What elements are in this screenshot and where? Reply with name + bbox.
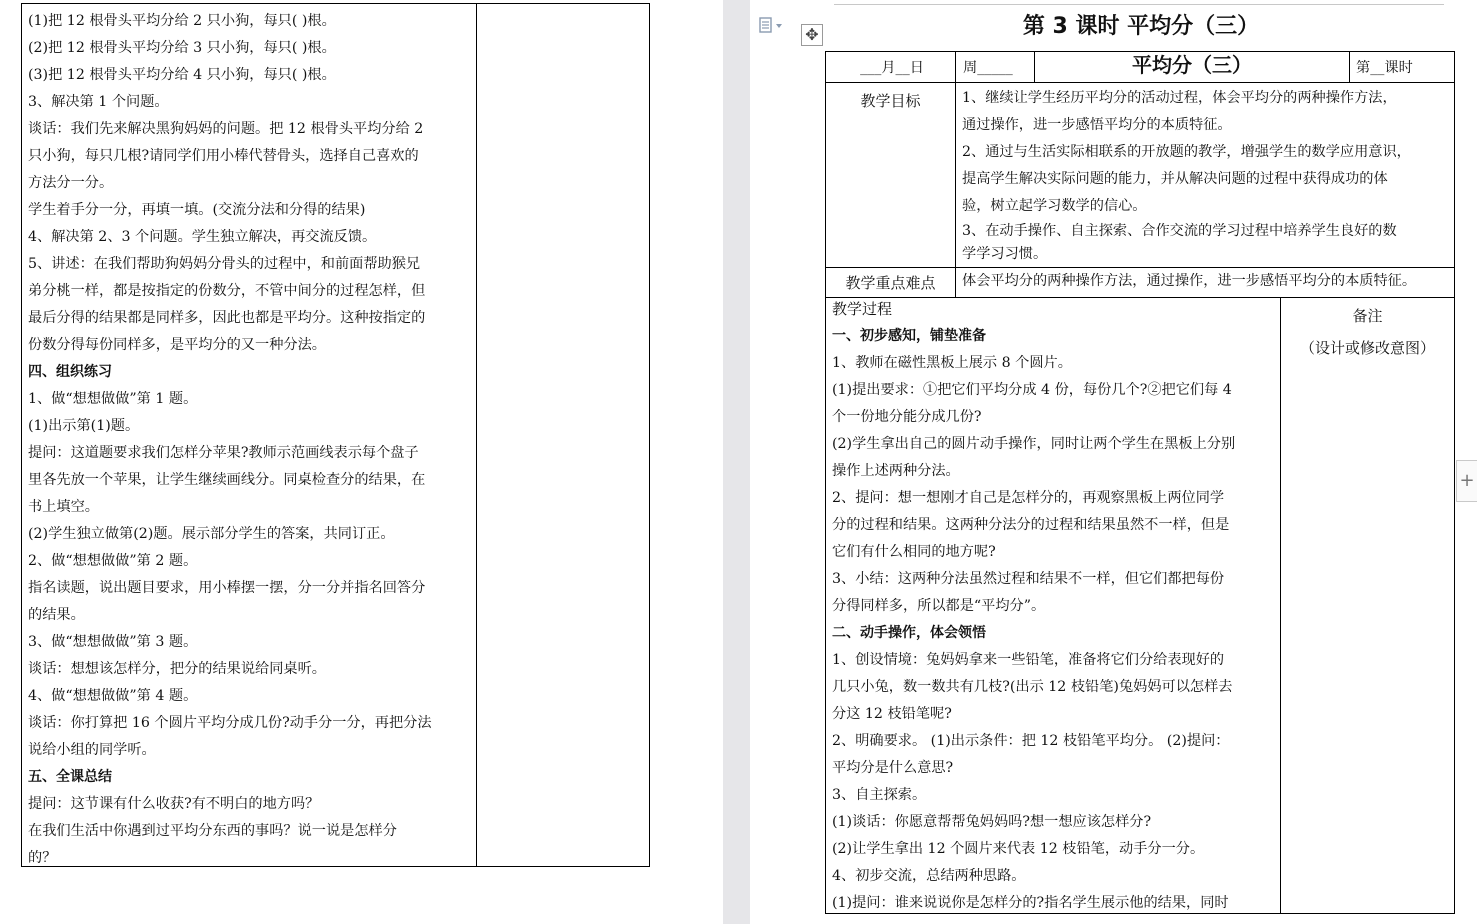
text-line: 谈话：你打算把 16 个圆片平均分成几份?动手分一分，再把分法	[28, 715, 432, 731]
text-line: 它们有什么相同的地方呢?	[832, 544, 996, 560]
objective-line: 1、继续让学生经历平均分的活动过程，体会平均分的两种操作方法，	[962, 90, 1397, 106]
objective-line: 学学习习惯。	[962, 246, 1048, 262]
text-line: 在我们生活中你遇到过平均分东西的事吗？说一说是怎样分	[28, 823, 397, 839]
notes-divider	[1280, 297, 1281, 914]
text-line: 1、创设情境：兔妈妈拿来一些铅笔，准备将它们分给表现好的	[832, 652, 1225, 668]
text-line: 2、做“想想做做”第 2 题。	[28, 553, 198, 569]
document-icon[interactable]	[758, 16, 784, 36]
text-line: (1)把 12 根骨头平均分给 2 只小狗，每只( )根。	[28, 13, 336, 29]
text-line: 分的过程和结果。这两种分法分的过程和结果虽然不一样，但是	[832, 517, 1230, 533]
text-line: 的结果。	[28, 607, 85, 623]
text-line: 4、做“想想做做”第 4 题。	[28, 688, 198, 704]
page-title: 第 3 课时 平均分（三）	[1022, 14, 1260, 39]
add-icon[interactable]: +	[1456, 460, 1477, 502]
period-field: 第__课时	[1356, 60, 1413, 76]
text-line: 书上填空。	[28, 499, 99, 515]
objective-line: 3、在动手操作、自主探索、合作交流的学习过程中培养学生良好的数	[962, 223, 1397, 239]
section-heading: 二、动手操作，体会领悟	[832, 625, 986, 641]
text-line: 谈话：想想该怎样分，把分的结果说给同桌听。	[28, 661, 326, 677]
objective-line: 验，树立起学习数学的信心。	[962, 198, 1147, 214]
text-line: 分得同样多，所以都是“平均分”。	[832, 598, 1046, 614]
section-heading: 四、组织练习	[28, 364, 112, 380]
left-page	[0, 0, 723, 924]
right-lesson-table	[825, 51, 1455, 914]
text-line: 1、做“想想做做”第 1 题。	[28, 391, 198, 407]
text-line: (2)让学生拿出 12 个圆片来代表 12 枝铅笔，动手分一分。	[832, 841, 1205, 857]
text-line: 最后分得的结果都是同样多，因此也都是平均分。这种按指定的	[28, 310, 426, 326]
text-line: 3、解决第 1 个问题。	[28, 94, 169, 110]
page-gutter	[723, 0, 750, 924]
row-divider	[826, 297, 1454, 298]
process-label: 教学过程	[832, 300, 893, 318]
key-points-text: 体会平均分的两种操作方法，通过操作，进一步感悟平均分的本质特征。	[962, 273, 1417, 289]
text-line: 只小狗，每只几根?请同学们用小棒代替骨头，选择自己喜欢的	[28, 148, 419, 164]
text-line: 谈话：我们先来解决黑狗妈妈的问题。把 12 根骨头平均分给 2	[28, 121, 424, 137]
objective-line: 通过操作，进一步感悟平均分的本质特征。	[962, 117, 1232, 133]
text-line: 份数分得每份同样多，是平均分的又一种分法。	[28, 337, 326, 353]
text-line: (2)学生拿出自己的圆片动手操作，同时让两个学生在黑板上分别	[832, 436, 1236, 452]
text-line: 3、小结：这两种分法虽然过程和结果不一样，但它们都把每份	[832, 571, 1225, 587]
key-points-label: 教学重点难点	[845, 274, 936, 292]
text-line: 2、明确要求。 (1)出示条件：把 12 枝铅笔平均分。 (2)提问：	[832, 733, 1230, 749]
section-heading: 五、全课总结	[28, 769, 112, 785]
text-line: 3、做“想想做做”第 3 题。	[28, 634, 198, 650]
text-line: 1、教师在磁性黑板上展示 8 个圆片。	[832, 355, 1072, 371]
text-line: (1)谈话：你愿意帮帮兔妈妈吗?想一想应该怎样分?	[832, 814, 1152, 830]
text-line: (3)把 12 根骨头平均分给 4 只小狗，每只( )根。	[28, 67, 336, 83]
text-line: 4、解决第 2、3 个问题。学生独立解决，再交流反馈。	[28, 229, 377, 245]
text-line: (1)提出要求：①把它们平均分成 4 份，每份几个?②把它们每 4	[832, 382, 1232, 398]
text-line: 方法分一分。	[28, 175, 114, 191]
left-lesson-table	[21, 3, 650, 867]
text-line: (1)出示第(1)题。	[28, 418, 140, 434]
text-line: 学生着手分一分，再填一填。(交流分法和分得的结果)	[28, 202, 366, 218]
text-line: 提问：这道题要求我们怎样分苹果?教师示范画线表示每个盘子	[28, 445, 419, 461]
date-field: ___月__日	[860, 60, 924, 76]
text-line: 指名读题，说出题目要求，用小棒摆一摆，分一分并指名回答分	[28, 580, 426, 596]
left-process-text	[28, 8, 470, 872]
text-line: 说给小组的同学听。	[28, 742, 156, 758]
lesson-title: 平均分（三）	[1132, 53, 1252, 77]
objectives-label: 教学目标	[860, 92, 921, 110]
text-line: 弟分桃一样，都是按指定的份数分，不管中间分的过程怎样，但	[28, 283, 426, 299]
text-line: 分这 12 枝铅笔呢?	[832, 706, 952, 722]
text-line: 提问：这节课有什么收获?有不明白的地方吗？	[28, 796, 320, 812]
text-line: 操作上述两种分法。	[832, 463, 960, 479]
text-line: 的？	[28, 850, 57, 866]
table-move-handle-icon[interactable]: ✥	[801, 24, 823, 46]
process-text	[832, 323, 1277, 917]
objective-line: 2、通过与生活实际相联系的开放题的教学，增强学生的数学应用意识，	[962, 144, 1411, 160]
notes-label: 备注	[1352, 307, 1383, 325]
text-line: 个一份地分能分成几份?	[832, 409, 982, 425]
text-line: (1)提问：谁来说说你是怎样分的?指名学生展示他的结果，同时	[832, 895, 1229, 911]
notes-sublabel: （设计或修改意图）	[1299, 339, 1435, 357]
text-line: 平均分是什么意思?	[832, 760, 954, 776]
col-divider	[1349, 52, 1350, 82]
text-line: (2)把 12 根骨头平均分给 3 只小狗，每只( )根。	[28, 40, 336, 56]
text-line: (2)学生独立做第(2)题。展示部分学生的答案，共同订正。	[28, 526, 395, 542]
row-divider	[826, 82, 1454, 83]
text-line: 里各先放一个苹果，让学生继续画线分。同桌检查分的结果，在	[28, 472, 426, 488]
text-line: 3、自主探索。	[832, 787, 927, 803]
page-top-rule	[834, 4, 1444, 5]
section-heading: 一、初步感知，铺垫准备	[832, 328, 986, 344]
week-field: 周_____	[963, 60, 1013, 76]
objective-line: 提高学生解决实际问题的能力，并从解决问题的过程中获得成功的体	[962, 171, 1388, 187]
text-line: 2、提问：想一想刚才自己是怎样分的，再观察黑板上两位同学	[832, 490, 1225, 506]
text-line: 几只小兔，数一数共有几枝?(出示 12 枝铅笔)兔妈妈可以怎样去	[832, 679, 1233, 695]
text-line: 4、初步交流，总结两种思路。	[832, 868, 1026, 884]
left-column-divider	[476, 4, 477, 866]
text-line: 5、讲述：在我们帮助狗妈妈分骨头的过程中，和前面帮助猴兄	[28, 256, 421, 272]
col-divider	[955, 52, 956, 298]
objectives-text	[962, 85, 1450, 266]
